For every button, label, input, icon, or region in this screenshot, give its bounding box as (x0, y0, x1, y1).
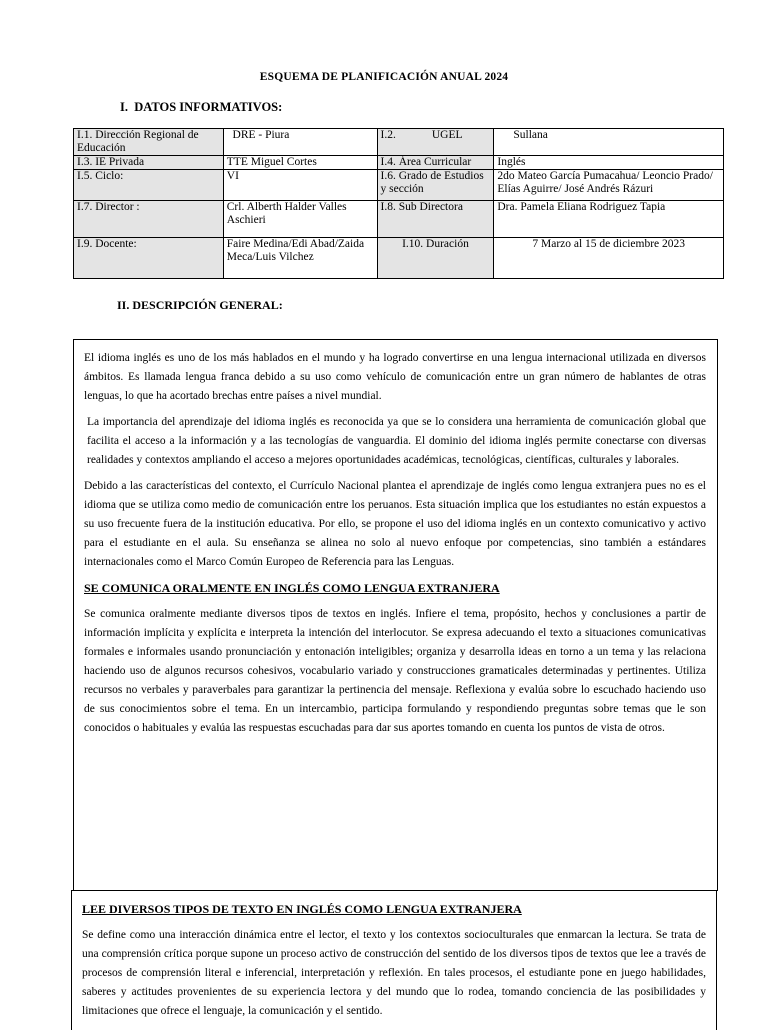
grado-value: 2do Mateo García Pumacahua/ Leoncio Prado/ Elías Aguirre/ José Andrés Rázuri (494, 170, 724, 201)
docente-value: Faire Medina/Edi Abad/Zaida Meca/Luis Vilchez (223, 238, 377, 279)
dre-label: I.1. Dirección Regional de Educación (74, 129, 224, 156)
competency-heading-oral: SE COMUNICA ORALMENTE EN INGLÉS COMO LENGUA EXTRANJERA (84, 581, 500, 595)
subdirectora-value: Dra. Pamela Eliana Rodriguez Tapia (494, 201, 724, 238)
document-title: ESQUEMA DE PLANIFICACIÓN ANUAL 2024 (259, 71, 509, 83)
subdirectora-label: I.8. Sub Directora (377, 201, 494, 238)
duracion-value: 7 Marzo al 15 de diciembre 2023 (494, 238, 724, 279)
paragraph-intro: El idioma inglés es uno de los más hablados en el mundo y ha logrado convertirse en una lengua internacional utilizada en diversos ámbitos. Es llamada lengua franca debido a su uso como vehículo de comunicación entre un gran número de hablantes de otras lenguas, lo que ha acortado brechas entre países a nivel mundial. (84, 352, 706, 402)
ugel-label-text: UGEL (431, 129, 463, 141)
table-row (74, 129, 724, 156)
director-label: I.7. Director : (74, 201, 224, 238)
ie-value: TTE Miguel Cortes (223, 156, 377, 170)
ciclo-value: VI (223, 170, 377, 201)
ciclo-label: I.5. Ciclo: (74, 170, 224, 201)
section-heading-datos (120, 100, 282, 115)
reading-box (71, 890, 717, 1030)
section-number: I. (120, 100, 128, 114)
section-label: DATOS INFORMATIVOS: (134, 100, 283, 114)
ie-label: I.3. IE Privada (74, 156, 224, 170)
competency-heading-reading: LEE DIVERSOS TIPOS DE TEXTO EN INGLÉS COMO LENGUA EXTRANJERA (82, 902, 522, 916)
docente-label: I.9. Docente: (74, 238, 224, 279)
description-box (73, 339, 718, 891)
ugel-num: I.2. (380, 129, 396, 141)
section-heading-descripcion (117, 298, 283, 313)
ugel-value (494, 129, 724, 156)
area-label: I.4. Área Curricular (377, 156, 494, 170)
section-label: DESCRIPCIÓN GENERAL: (132, 298, 283, 312)
paragraph-reading: Se define como una interacción dinámica entre el lector, el texto y los contextos socioculturales que enmarcan la lectura. Se trata de una comprensión crítica porque supone un proceso activo de construcción del sentido de los diversos tipos de textos que lee a través de procesos de comprensión literal e inferencial, interpretación y reflexión. En tales procesos, el estudiante pone en juego habilidades, saberes y actitudes provenientes de su experiencia lectora y del mundo que lo rodea, tomando conciencia de las posibilidades y limitaciones que ofrece el lenguaje, la comunicación y el sentido. (82, 929, 706, 1017)
dre-value-text: DRE - Piura (232, 129, 290, 141)
director-value: Crl. Alberth Halder Valles Aschieri (223, 201, 377, 238)
table-row (74, 238, 724, 279)
paragraph-oral: Se comunica oralmente mediante diversos tipos de textos en inglés. Infiere el tema, propósito, hechos y conclusiones a partir de información implícita y explícita e interpreta la intención del interlocutor. Se expresa adecuando el texto a situaciones comunicativas formales e informales usando pronunciación y entonación inteligibles; organiza y desarrolla ideas en torno a un tema y las relaciona haciendo uso de algunos recursos cohesivos, vocabulario variado y construcciones gramaticales determinadas y pertinentes. Utiliza recursos no verbales y paraverbales para garantizar la pertinencia del mensaje. Reflexiona y evalúa sobre lo escuchado haciendo uso de sus conocimientos sobre el tema. En un intercambio, participa formulando y respondiendo preguntas sobre temas que le son conocidos o habituales y evalúa las respuestas escuchadas para dar sus aportes tomando en cuenta los puntos de vista de otros. (84, 608, 706, 734)
grado-label: I.6. Grado de Estudios y sección (377, 170, 494, 201)
table-row (74, 170, 724, 201)
paragraph-importance: La importancia del aprendizaje del idioma inglés es reconocida ya que se lo considera una herramienta de comunicación global que facilita el acceso a la información y a las tecnologías de vanguardia. El dominio del idioma inglés permite conectarse con diversas realidades y contextos ampliando el acceso a mejores oportunidades académicas, tecnológicas, científicas, culturales y laborales. (87, 416, 706, 466)
section-number: II. (117, 298, 130, 312)
table-row (74, 201, 724, 238)
ugel-label (377, 129, 494, 156)
ugel-value-text: Sullana (513, 129, 548, 141)
table-row (74, 156, 724, 170)
area-value: Inglés (494, 156, 724, 170)
dre-value (223, 129, 377, 156)
paragraph-context: Debido a las características del contexto, el Currículo Nacional plantea el aprendizaje de inglés como lengua extranjera pues no es el idioma que se utiliza como medio de comunicación entre los peruanos. Esta situación implica que los estudiantes no están expuestos a su uso frecuente fuera de la institución educativa. Por ello, se propone el uso del idioma inglés en un contexto comunicativo y activo para el estudiante en el aula. Su enseñanza se alinea no solo al nuevo enfoque por competencias, sino también a estándares internacionales como el Marco Común Europeo de Referencia para las Lenguas. (84, 480, 706, 568)
info-table (73, 128, 724, 279)
duracion-label: I.10. Duración (377, 238, 494, 279)
